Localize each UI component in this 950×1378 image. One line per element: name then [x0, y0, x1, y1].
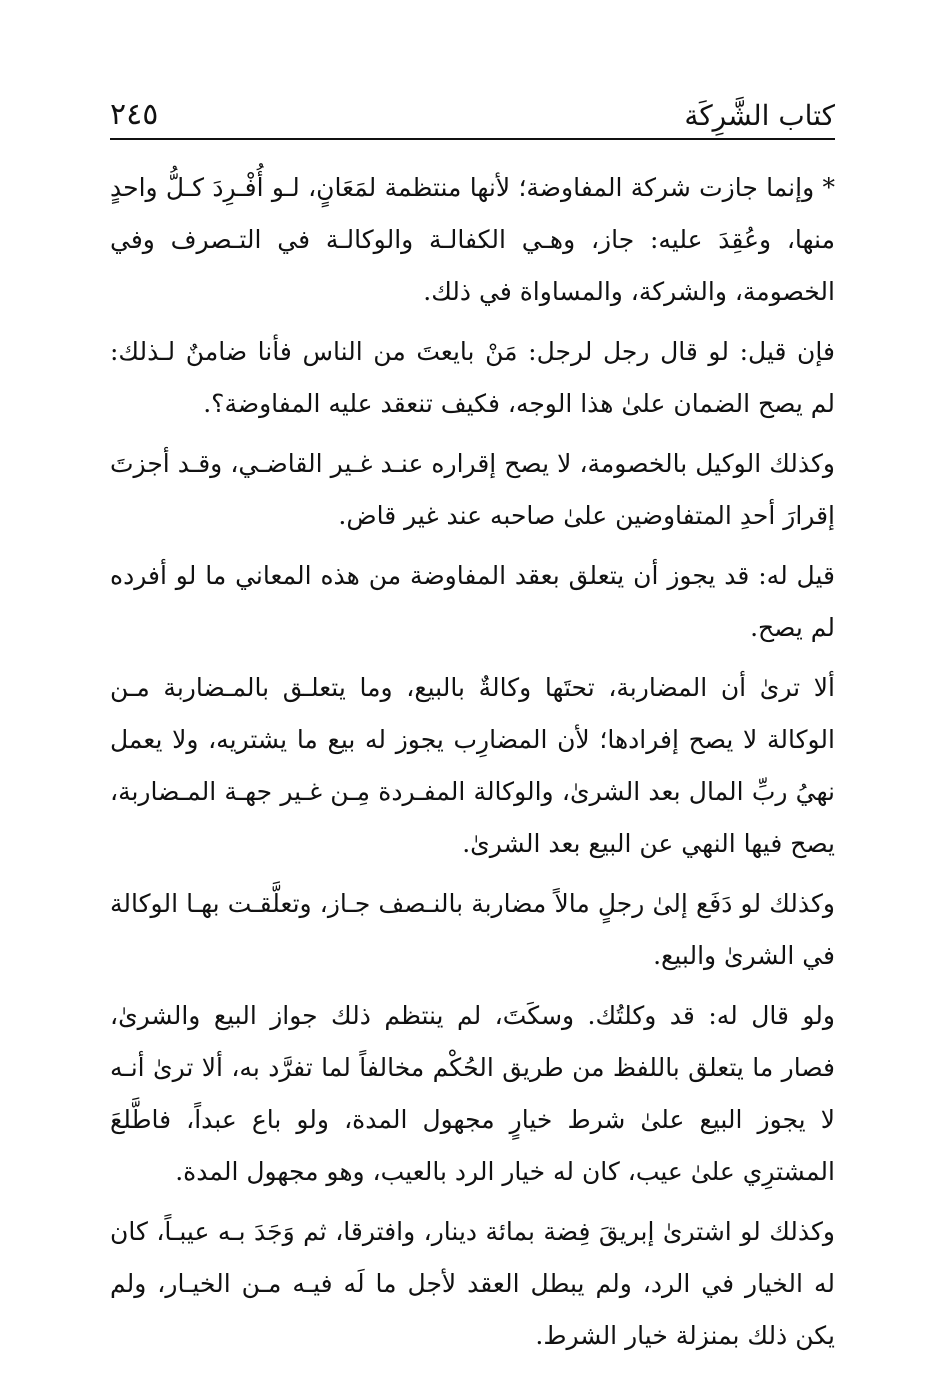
paragraph: فإن قيل: لو قال رجل لرجل: مَنْ بايعتَ من الناس فأنا ضامنٌ لـذلك: لم يصح الضمان علىٰ هذا الوجه، فكيف تنعقد عليه المفاوضة؟. — [110, 337, 835, 418]
page-number: ٢٤٥ — [110, 97, 159, 132]
book-page — [110, 88, 835, 1370]
page-header — [110, 88, 835, 140]
paragraph: وكذلك الوكيل بالخصومة، لا يصح إقراره عنـد غـير القاضـي، وقـد أجزتَ إقرارَ أحدِ المتفاوضين علىٰ صاحبه عند غير قاض. — [110, 449, 835, 530]
paragraph: وكذلك لو دَفَع إلىٰ رجلٍ مالاً مضاربة بالنـصف جـاز، وتعلَّقـت بهـا الوكالة في الشرىٰ والبيع. — [110, 889, 835, 970]
paragraph: وكذلك لو اشترىٰ إبريقَ فِضة بمائة دينار، وافترقا، ثم وَجَدَ بـه عيبـاً، كان له الخيار في الرد، ولم يبطل العقد لأجل ما لَه فيـه مـن الخيـار، ولم يكن ذلك بمنزلة خيار الشرط. — [110, 1217, 835, 1350]
body-text — [110, 162, 835, 1362]
running-title: كتاب الشَّرِكَة — [684, 99, 835, 132]
paragraph: * وإنما جازت شركة المفاوضة؛ لأنها منتظمة لمَعَانٍ، لـو أُفْـرِدَ كـلُّ واحدٍ منها، وعُقِدَ عليه: جاز، وهـي الكفالـة والوكالـة في التـصرف وفي الخصومة، والشركة، والمساواة في ذلك. — [110, 173, 835, 306]
paragraph: ولو قال له: قد وكلتُك. وسكَتَ، لم ينتظم ذلك جواز البيع والشرىٰ، فصار ما يتعلق باللفظ من طريق الحُكْم مخالفاً لما تفرَّد به، ألا ترىٰ أنـه لا يجوز البيع علىٰ شرط خيارٍ مجهول المدة، ولو باع عبداً، فاطَّلعَ المشترِي علىٰ عيب، كان له خيار الرد بالعيب، وهو مجهول المدة. — [110, 1001, 835, 1186]
paragraph: ألا ترىٰ أن المضاربة، تحتَها وكالةٌ بالبيع، وما يتعلـق بالمـضاربة مـن الوكالة لا يصح إفرادها؛ لأن المضارِب يجوز له بيع ما يشتريه، ولا يعمل نهيُ ربِّ المال بعد الشرىٰ، والوكالة المفـردة مِـن غـير جهـة المـضاربة، يصح فيها النهي عن البيع بعد الشرىٰ. — [110, 673, 835, 858]
paragraph: قيل له: قد يجوز أن يتعلق بعقد المفاوضة من هذه المعاني ما لو أفرده لم يصح. — [110, 561, 835, 642]
